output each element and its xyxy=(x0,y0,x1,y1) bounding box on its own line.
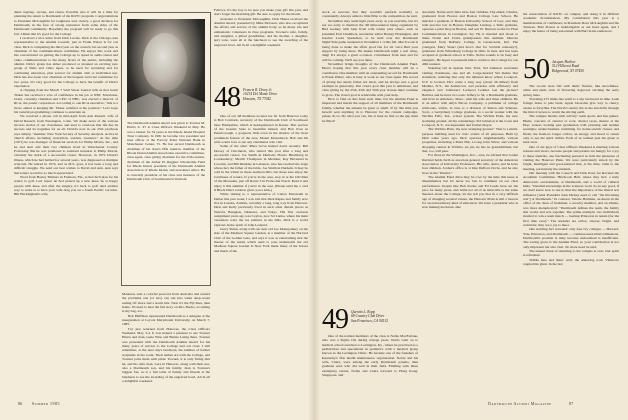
class-secretary-address xyxy=(243,88,277,101)
paragraph: Maureen, sent a colorful postcard from Australia and related the problems one (or two) can run into when deep-ocean sailing off shore and a storm hits. Next it's the Fiji Isles, then home. I'll need to hear the full story on this, Bucko, as sailing is my bag, too. xyxy=(122,292,210,314)
paragraph: The Alumni Fund drive may be over by the time this issue is disseminated, but it's never too late to comment on our class performance. People like Bob Rooke and Ed Leede have set the pace for many years, and while not all of us subscribe to the same theories about the College, let me tell you that in a very difficult age of changing societal values, the Hanover Plain is still a beacon for an extraordinary kind of education. We have a president who is now making decisions, like xyxy=(422,175,518,210)
paragraph: Australia. Noble and Claire have four children. The eldest, Charles, graduated from Boston and Boston College Law School. He married a graduate of Boston University School of Law, and they both practice law in Boston. Daughter Lindsay, a Tufts graduate, operates a print shop in Boston, and son W. Duncan works for Host Communications in Lexington, Ky. He is married and about to make Noble and Claire grandparents this summer. Duncan graduated from DePauw College in Greencastle, Ind. The youngest, Mary Stuart (and how's that for Scottish rebeauty?), graduates from Wittenberg College in Ohio in June and has been accepted at graduate school at Tufts. Noble sounds to be busy and energetic. He hopes to persuade him to return to the College for our 40th reunion. xyxy=(422,10,518,67)
paragraph: One startling fact revealed: only four Ivy colleges — Harvard, Yale, Princeton, and Dartmouth — continue need-blind admissions. Dartmouth's position is risky because endowment is insufficient. The saving grace is the Alumni Fund, so your contribution is not only important but also vital. No more need be said. xyxy=(523,227,619,249)
secretary-name: Quentin L. Kopp xyxy=(351,310,376,314)
secretary-street: 512 Hillcrest Road xyxy=(552,64,580,69)
class-secretary-address xyxy=(552,60,584,73)
class-year-number: 50 xyxy=(523,54,549,85)
secretary-name: Francis R. Drury Jr. xyxy=(243,88,273,92)
right-column-1-class49 xyxy=(322,334,418,400)
class-secretary-address xyxy=(351,310,388,323)
right-column-2 xyxy=(422,10,518,396)
paragraph: Our meeting with the Council and Dick Paul, for Revised the Academic Committee. Hitchcock Hall, where they live: a truly democratic environment, at Dartmouth, and a world of cultural hints. "Detailed knowledge in the sciences won't do us any good, if we don't know how to use it; thus the importance of the liberal arts influence [what President John Dickey used to call "the liberating arts"] at Dartmouth." In contrast, Valerie Hartman, an intern in the office of the dean of freshmen, a sorority member, and an athlete, was more metaphorical: "Dartmouth defines the team, the family that works and acts together. The prime example: two individuals molded to win a team match — beating Princeton in tennis (for the first time ever)." The students are active, sincere, bright, and articulate; they are a joy to meet. xyxy=(523,170,619,227)
paragraph: One of the noblest members of the class is Noble MacFarlane, who was a Sigma Chi during college years. Noble went on to medical school and then to Lexington, Ky., where he practiced as a pediatrician and specialized in pediatrics with a medical group known as the Lexington Clinic. He became one of the founders of Kentucky's first health maintenance organization. Noble and his wife, Claire, were among the early Dartmouth parents, then graduate sons who did well in their field. Fiddling with these exemplary events, Noble and Claire traveled to Hong Kong, Singapore, and xyxy=(322,334,418,378)
left-column-2-lower xyxy=(122,292,210,402)
secretary-street: 10214 Del Monte Drive xyxy=(243,92,278,97)
left-folio xyxy=(18,401,60,406)
secretary-city: Houston, TX 77042 xyxy=(243,96,272,101)
page-number: 86 xyxy=(18,401,23,406)
paragraph: Fellows. It's my boy to be sure you make your gift this year, and don't forget the matching gift. Be sure to apply for the match. xyxy=(214,8,308,17)
paragraph: One of our '48 members located not far from Hanover today is Bob Cormack, secretary of the Dartmouth Club of Southwest New Hampshire, which is headquartered in Keene. This portion of the Granite State is beautiful indeed, and Bob lives in Peterborough, a gorgeous little town in the shadow of the most prominent feature of the area, Mount Monadnock. Bob and his wife would love to see any classmates who visit. xyxy=(214,114,308,145)
left-column-3-class48 xyxy=(214,114,308,400)
paragraph: For those in the Washington, D.C., area, be advised that Jordan Kurland holds forth as associate general secretary of the American Association of University Professors. His wife, Anita, and he have four children. Jordan's office is at One DuPont Circle, and he also lives in the "District." xyxy=(422,153,518,175)
paragraph: Tidbits here and there: well, the underdog won: Villanova toppled the giant. In the last xyxy=(523,257,619,267)
paragraph: The annual ritual of returning to the campus is over. Our spirit is refreshed. xyxy=(523,249,619,258)
paragraph: Word from Harley Timbers in Fremont, Fla., is that he'll plan for his return to golf. Last report he had picked up a new knee, he is happy people with knee, and after the surgery, it's back to golf. And another way to retire is to have your wife drag you on a South Pacific vacation. Bill Buckingham's wife, xyxy=(14,175,118,197)
paragraph: I've just returned from Hanover, the Class Officers Weekend, May 3-4. It was indeed a pleasure to see Townes Harris and Jean, Gene Wise and Bernie Lustig there. Townes was presented with the Dartmouth Alumni Award for his many years of service to the College and our class. I still remember, at the next day's luncheon, the number of former recipients in the room. Their names are with the College, and Townes joins them with pride. Townes, it is only fitting that he, and his wife Jean, were in Hanover, along with their son, also a Dartmouth son, and his family. Jean is Townes's biggest fan, as is a full table of family and friends at the luncheon to see the awarding of the engraved bowl. All in all a delightful weekend. xyxy=(122,326,210,383)
paragraph: A clipping from the March 7 Wall Street Journal tells us that Grant Tinker has received a vote of confidence in his job at NBC Television. Grant, currently chairman and CEO of NBC, was elected a director of RCA, the parent corporation. According to one RCA executive, "this is a move aimed at keeping Mr. Tinker satisfied at his position." Let's hope his tasteful programming continues to entertain us. xyxy=(14,88,118,114)
photo-feature-box xyxy=(121,12,211,286)
class-48-heading xyxy=(214,82,278,113)
paragraph: Standing tall in upstate New York, Sid Johnston welcomes visiting classmates, one and all. Large-hearted Sid makes that statement, realizing that only the initiated know where Lockport, N.Y. is located. He's come a long way (about 20 miles!) from Medina, N.Y., his hometown, and presides with efficiency and elegance over Johnston's Lockport Leather. Get the picture? Barbara and he have two sons: Jeffery is 34, a Dartmouth graduate, and lives in Attleboro, Mass., with his wife and three children. He is an editor with Allyn Bacon Company, a publisher of college textbooks, which, in turn, is a division of Simon and Schuster. Scott, a Gettysburg College graduate, is a social worker with the Wichita Falls, Tex., school system. The Wichita Plain, my new stomping ground, all my wanderings. Sid Johnston is the Cook and Lockport, N.Y., correspondent and former mayor. xyxy=(422,66,518,127)
paragraph: dents regroup, recoup, and renew. Possibly also it will be a time for planning the return to Dartmouth of the ROTC program. Congratulations to President McLaughlin for toughness and, clearly, a good decision for Dartmouth, in the face of strong resistance from some sides of the Dartmouth community. Hopefully the program will be ready to go this fall. I think that it's good for the College. xyxy=(14,10,118,36)
paragraph: November may seem light years away as you read this, but it's not too early to mention the '48 mini-reunion being organized by Bud Gedney with help from wife Ginny plus others, such as president Earl Chambers, newsletter editor Barney Hoisington, and hotelier Loren Spademan, to be held over the Dartmouth Night/Yale game weekend at November 1-3 this fall. Much work is being done to make the affair good fun for all. Give Bud your support by being there. He makes Dartmouth night a real wing-ding! It's always a great occasion. Classmates from near and far will be coming. We'll see you there. xyxy=(322,18,418,62)
left-column-3-top xyxy=(214,8,308,82)
secretary-street: 68 Country Club Drive xyxy=(351,314,385,319)
page-number: 87 xyxy=(568,401,574,406)
paragraph: One of our guys of Class Officers Weekend is meeting various notions and views, because people and parents are hungry for a joy to these students, one fascinating personal as both the pleasures of visiting the Hanover Plain. We were particularly struck by the bright, intelligent and good-natured that, at the time, came to the meeting, particularly the students. xyxy=(523,144,619,171)
secretary-name: Jacques Harlow xyxy=(552,60,576,64)
paragraph: Assistant to President McLaughlin, Dick Hanes received the Alumni Award, presented by Mike McGean, who also recognized the efforts and service of the alumni body, as he many ads and enthusiastic volunteers in class programs. Townes's wife, family, and daughter, a gifted grandfather, and his mother, a daughter, spry sons, were all at the luncheon to see the awarding of the engraved bowl. All in all a delightful weekend. xyxy=(214,16,308,47)
class-year-number: 48 xyxy=(214,82,240,113)
paragraph: While talking to a representative of Caltex Petroleum in Dallas this past week, I was told that Dick Repko and family now live in Lusaka, Zambia, certainly a long, long way from Hanover. Dick and Kelly previously lived in such other distant places as Nairobi, Bangkok, Okinawa, and Tokyo. His first overseas assignment years ago was Ceylon, now Sri Lanka, where his main customers were the tea planters in the hills. Dick is a world explorer in the spirit of John Ledyard. xyxy=(214,192,308,227)
paragraph: The campus bustles with activity: team sports and fun games. Hums, concerts of classics or rock, chariot races, theater at the Hop; seniors looking past graduation with yearning and sudden nostalgia; underclassmen cramming for home-stretch classes and finals; the fresh-no longer callow, an energy, and mood to return only to see the spirit within. Each of us walked past the green at least once. xyxy=(523,114,619,145)
right-folio xyxy=(488,401,574,406)
paragraph: Some of the other '48ers we've hunted down recently: Bill Dorsey of Cincinnati, who retired this year after a long and successful career; Joe Smith in Durham; Howie Hinchberg in Londonderry; Merrill Thompson in Meriden; Ray Heveland in Laconia; and Bill Dunklee in Lebanon, who has reached the stage where he's the father of the bride. Joe Smith in Durham. It may be cold in the winter in these northern hills, but those sure enjoy the loveliness of nature. If you're in the area, stop in at the Old Man of the Mountain, just off Route 3 in Franconia Notch. Read it and enjoy it this summer if you're in the area. (Phone send me a card if Black Dan's rotation gives you a kick.) xyxy=(214,144,308,192)
portrait-photo xyxy=(127,19,205,117)
paragraph: The Wichita Plain, my new stomping ground." That is a multi-purpose building used for civic events of all purposes. Built by Dick some years ago. Dick operates singlehandedly various properties, including a Pizza Hut, a Long John Silver, and various shopping centers in Wichita. As yet, he has no grandchildren, but that, too, will pass. xyxy=(422,127,518,153)
paragraph: The woods were full with them: flurries, like snowflakes, white and pink; riots of flowering dogwood catching the early spring rains. xyxy=(523,84,619,97)
class-49-heading xyxy=(322,304,389,335)
paragraph: Gerry Shinn, along with our dear old Joe Montgomery on the side of the Madison Square Garden, is a member of the Harvard Club of the Golden Gate, and says it was as entertaining that the theater of the teams which used to pass underneath the old Madison Square Garden in New York made many of the horses and much of the xyxy=(214,226,308,253)
photo-caption: The Dartmouth Alumni Award was given to Townes M. Harris Jr. '47 at Class Officers Weekend in May. He was a banker for 34 years at the Rhode Island Hospital Trust Company. In 1981 he became vice president and trust officer at the Factory Point National Bank in Manchester Center, Vt. He has served Dartmouth as chairman of his class's fifth reunion, member of the Rhode Island Alumni Association executive committee, class agent, class giving chairman for the 25th reunion, chairman of the Arthur H. Ruggles Scholarship Fund for Rhode Island, president of the Dartmouth Alumni Association of Rhode Island, and newsletter editor. He is currently president of his class and treasurer of the Dartmouth Club of Southwestern Vermont. xyxy=(127,121,205,181)
secretary-city: San Francisco, CA 94132 xyxy=(351,318,389,323)
paragraph: the resuscitation of ROTC on campus, and doing it in difficult academic circumstances. My contribution this year is a manifestation of confidence in President Dave McLaughlin and the Trustees. Burt Prouse is indefatigable as our head agent, and I enjoy the honor of being associated with Burt in his endeavors. xyxy=(523,12,619,34)
paragraph: November brings thoughts of the Dartmouth Alumni Fund. Here's hoping that this year every class member will be a contributor. One member with an outstanding record for Dartmouth is Frank Weber, who is busy at work as our class agent. His record of giving has surely fallen not short, and he always sets a good example in generosity. Our class's goal this year is ambitious, and class giving by the 25th, 45th and 50th year classes must continue to grow. The class's goal is achievable with your help. xyxy=(322,62,418,97)
right-column-3-top xyxy=(523,12,619,50)
paragraph: How to find on this fund each time, but the Alumni Fund is important and merits the support of all members of the Dartmouth family, whether the amount be great or small. If by this time you haven't sent anything in to Hanover for the current campaign, please do so. Do what you can, but at least do that so the gap must be filled! xyxy=(322,96,418,123)
paragraph: stock as nervous that they wouldn't perform normally or consistently. Always added a little fillip to the competition, he said. xyxy=(322,10,418,19)
left-column-1 xyxy=(14,10,118,402)
paragraph: I received a nice letter from Dick Lucius. Dick is the Chicago-area representative to the Alumni Council, just as Frank Weber is for our class. Dick is completing his third year on the council, his second year as chairman of the communications committee. He enjoys this work and has concentrated on getting the College up to speed in audio-visual and video communications to the many facets of the public, including the alumni. Dick's group has either produced or planned an exciting new group of films and video tapes, to be used for recruiting and for continuing education, plus several for alumni club or individual use. Dick has also been vice chairman of the bequest and trust committee for two years. It's very good for the College to have the benefit of Dick's experience. xyxy=(14,36,118,88)
portrait-face xyxy=(143,33,187,91)
paragraph: Bob Huffman represented Dartmouth as a delegate at the inauguration at Loyola Marymount University, on March 7, 1985. xyxy=(122,313,210,327)
secretary-city: Ridgewood, NJ 07450 xyxy=(552,68,584,73)
paragraph: Traveling 275 miles due north is a trip backward in time. Lush foliage fades to pale buds. Apple blossoms give way to cherry, azalea to forsythia. The North Country sits as the sun drifts through the hint of leaves to warm the stirring earth. xyxy=(523,97,619,115)
right-column-3-class50 xyxy=(523,84,619,392)
issue-name: Summer 1985 xyxy=(31,401,60,406)
right-page xyxy=(314,0,628,420)
page-gutter xyxy=(308,0,320,420)
class-50-heading xyxy=(523,54,584,85)
magazine-title: Dartmouth Alumni Magazine xyxy=(488,401,552,406)
class-year-number: 49 xyxy=(322,304,348,335)
paragraph: We received a phone call in mid-April from Ann Russell, wife of David Russell, from Newington, Conn. We make news of the various success stories of our classmates, and tend to overlook that life has its success and its tragedies for us all. David's note in our 25th yearbook says simply, "member, New York Society of Security Analysts. Active in church affairs, including vestryman, warden, treasurer." At the time (1971) he was manager of financial services for Philip Morris, Inc., and he and Ann and their two children lived in Westchester County. Following this he was promoted to assistant treasurer at Philip Morris, certainly the mark of a successful career. However, in 1972 David's illness, which he had battled for several years, was diagnosed as multiple sclerosis. He retired in 1974, and as M.S. goes, it has been a long and difficult struggle. We send our best wishes to David and Ann. Ann says that letters would be so much appreciated. xyxy=(14,114,118,175)
right-column-1-top xyxy=(322,10,418,256)
